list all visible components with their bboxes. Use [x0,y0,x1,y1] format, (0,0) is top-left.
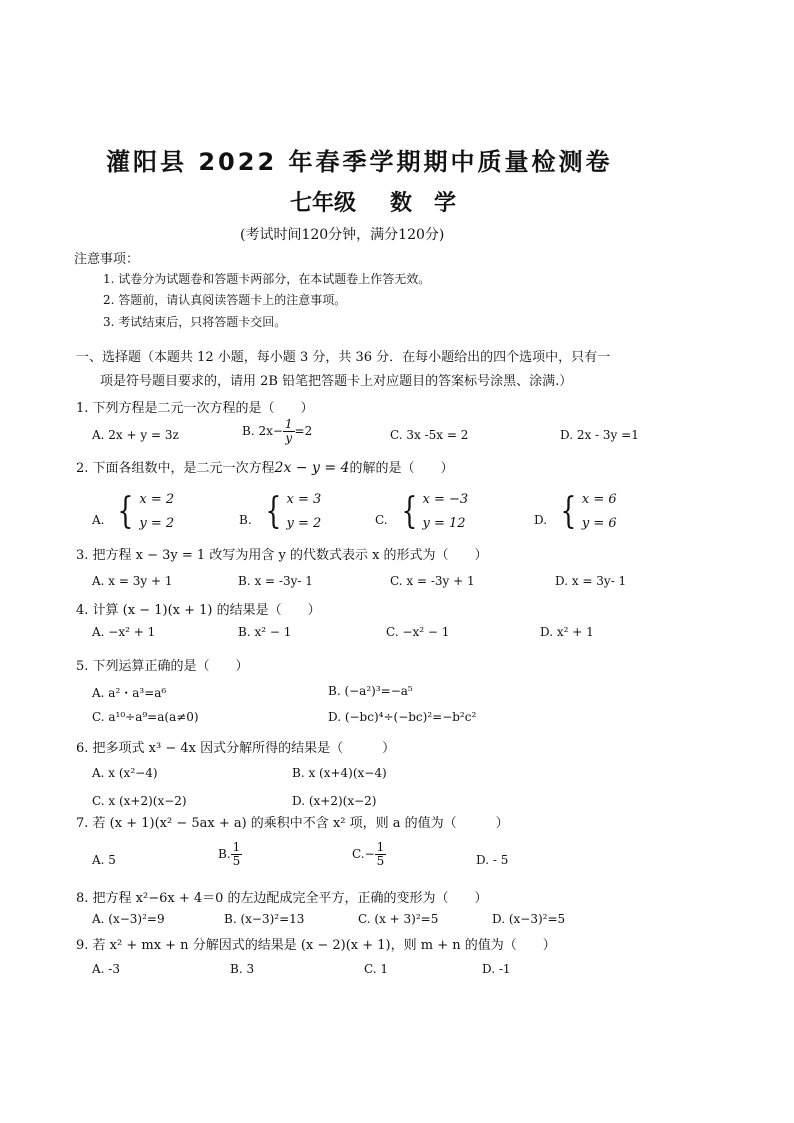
q5-option-a: A. a²・a³=a⁶ [92,686,167,700]
q7-option-d: D. - 5 [476,853,509,867]
q8-option-c: C. (x + 3)²=5 [358,912,439,926]
brace-icon: { [560,491,577,532]
q2-stem-post: 的解的是（ ） [349,461,454,476]
question-5-stem: 5. 下列运算正确的是（ ） [76,659,249,674]
q1-option-a: A. 2x + y = 3z [92,428,179,442]
question-7-stem: 7. 若 (x + 1)(x² − 5ax + a) 的乘积中不含 x² 项，则 a 的值为（ ） [76,816,509,831]
q9-option-b: B. 3 [230,962,255,976]
grade-label: 七年级 [290,191,357,216]
page-subtitle [290,186,456,217]
q7-b-label: B. [218,847,231,862]
q9-option-d: D. -1 [482,962,511,976]
q1-b-fraction [283,418,295,444]
q2-stem-equation: 2x − y = 4 [274,460,350,476]
question-6-stem: 6. 把多项式 x³ − 4x 因式分解所得的结果是（ ） [76,741,396,756]
q3-option-a: A. x = 3y + 1 [92,574,173,588]
option-label: A. [92,512,105,527]
q7-option-c [352,841,386,867]
q7-option-a: A. 5 [92,853,116,867]
q7-c-label: C.− [352,847,375,862]
question-1-stem: 1. 下列方程是二元一次方程的是（ ） [76,401,314,416]
q1-b-suffix: =2 [294,424,313,439]
q6-option-d: D. (x+2)(x−2) [292,794,377,808]
q9-option-a: A. -3 [92,962,120,976]
q2-stem-pre: 2. 下面各组数中，是二元一次方程 [76,461,275,476]
q3-option-d: D. x = 3y- 1 [555,574,627,588]
q1-option-c: C. 3x -5x = 2 [390,428,469,442]
q5-option-d: D. (−bc)⁴÷(−bc)²=−b²c² [328,710,477,724]
q1-option-b [242,418,312,444]
system-line: y = 6 [581,516,617,531]
question-3-stem: 3. 把方程 x − 3y = 1 改写为用含 y 的代数式表示 x 的形式为（ ） [76,548,488,563]
fraction-numerator: 1 [376,840,385,854]
question-9-stem: 9. 若 x² + mx + n 分解因式的结果是 (x − 2)(x + 1)，则 m + n 的值为（ ） [76,938,556,953]
q7-c-fraction [375,841,387,867]
system-line: x = −3 [422,492,469,507]
q3-option-b: B. x = -3y- 1 [238,574,313,588]
brace-icon: { [401,491,418,532]
fraction-denominator: y [285,430,293,445]
q2-option-c [375,488,468,536]
question-8-stem: 8. 把方程 x²−6x + 4＝0 的左边配成完全平方，正确的变形为（ ） [76,891,488,906]
q2-option-a [92,488,174,536]
q1-option-d: D. 2x - 3y =1 [560,428,639,442]
fraction-numerator: 1 [232,840,241,854]
q6-option-a: A. x (x²−4) [92,766,158,780]
subject-label: 数 学 [390,191,457,216]
q1-b-prefix: B. 2x− [242,424,283,439]
q9-option-c: C. 1 [364,962,389,976]
system-line: y = 2 [139,516,175,531]
fraction-denominator: 5 [376,853,385,868]
q2-option-b [239,488,321,536]
system-line: y = 12 [422,516,466,531]
q4-option-a: A. −x² + 1 [92,625,156,639]
q3-option-c: C. x = -3y + 1 [390,574,475,588]
q8-option-a: A. (x−3)²=9 [92,912,165,926]
question-4-stem: 4. 计算 (x − 1)(x + 1) 的结果是（ ） [76,603,321,618]
system-line: x = 3 [286,492,322,507]
note-item: 2. 答题前，请认真阅读答题卡上的注意事项。 [103,293,347,307]
q7-option-b [218,841,242,867]
q8-option-b: B. (x−3)²=13 [224,912,305,926]
option-label: B. [239,512,252,527]
q6-option-c: C. x (x+2)(x−2) [92,794,187,808]
note-item: 3. 考试结束后，只将答题卡交回。 [103,315,287,329]
exam-info: (考试时间120分钟，满分120分) [240,227,445,243]
section-heading: 一、选择题（本题共 12 小题，每小题 3 分，共 36 分．在每小题给出的四个选项中，只有一 [76,350,611,365]
question-2-stem [76,457,453,476]
q2-option-d [534,488,617,536]
notes-heading: 注意事项： [74,252,140,267]
option-label: D. [534,512,548,527]
q5-option-b: B. (−a²)³=−a⁵ [328,684,413,698]
section-heading-cont: 项是符号题目要求的，请用 2B 铅笔把答题卡上对应题目的答案标号涂黑、涂满.） [100,374,573,389]
page-title: 灌阳县 2022 年春季学期期中质量检测卷 [106,148,613,176]
q4-option-c: C. −x² − 1 [386,625,450,639]
q6-option-b: B. x (x+4)(x−4) [292,766,387,780]
option-label: C. [375,512,388,527]
fraction-denominator: 5 [232,853,241,868]
brace-icon: { [117,491,134,532]
q5-option-c: C. a¹⁰÷a⁹=a(a≠0) [92,710,199,724]
q7-b-fraction [231,841,243,867]
q4-option-d: D. x² + 1 [540,625,594,639]
note-item: 1. 试卷分为试题卷和答题卡两部分，在本试题卷上作答无效。 [103,272,431,286]
system-line: x = 6 [581,492,617,507]
brace-icon: { [265,491,282,532]
system-line: x = 2 [139,492,175,507]
q8-option-d: D. (x−3)²=5 [492,912,566,926]
q4-option-b: B. x² − 1 [238,625,292,639]
fraction-numerator: 1 [284,417,293,431]
system-line: y = 2 [286,516,322,531]
